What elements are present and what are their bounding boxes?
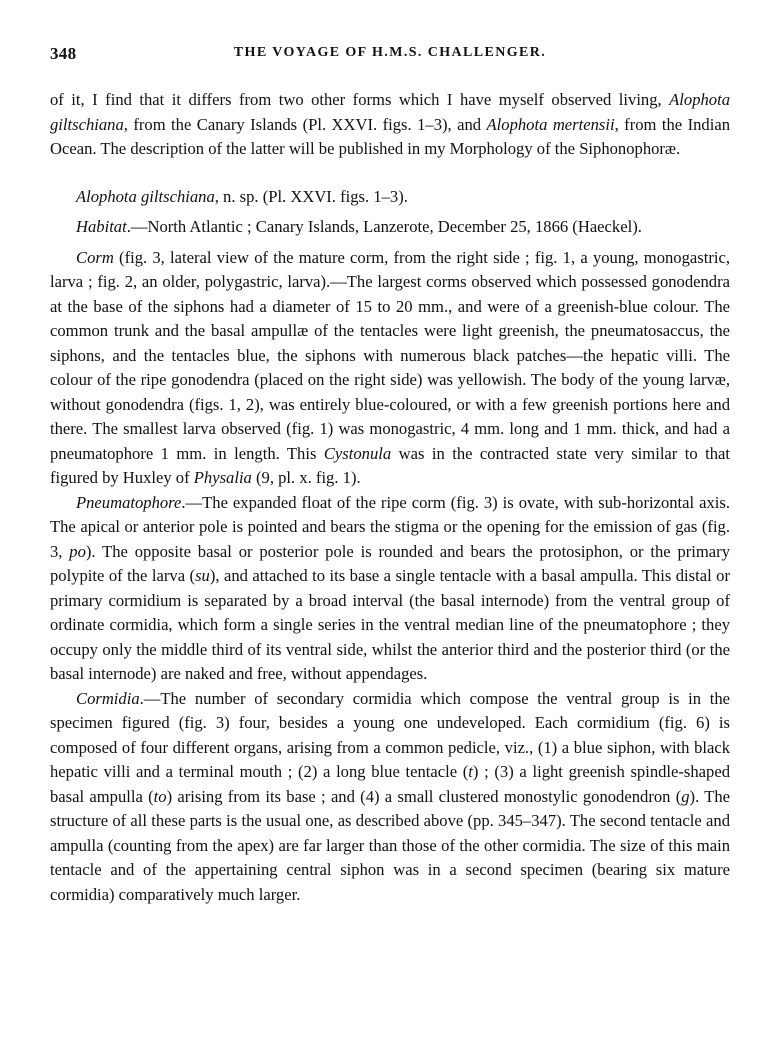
text-run: ). The structure of all these parts is the usual one, as described above (pp. 345–347). The second tentacle and ampulla (counting from the apex) are far larger than those of the other cormidia. The size of this main tentacle and of the appertaining central siphon was in a second specimen (bearing six mature cormidia) comparatively much larger. [50, 786, 730, 904]
text-run: .—The number of secondary cormidia which compose the ventral group is in the specimen figured (fig. 3) four, besides a young one undeveloped. Each cormidium (fig. 6) is composed of four different organs, arising from a common pedicle, viz., (1) a blue siphon, with black hepatic villi and a terminal mouth ; (2) a long blue tentacle ( [50, 688, 730, 781]
text-run: , from the Indian Ocean. The description of the latter will be published in my Morphology of the Siphonophoræ. [50, 114, 730, 158]
page-number: 348 [50, 44, 77, 63]
text-run: , from the Canary Islands (Pl. XXVI. figs. 1–3), and [123, 114, 487, 134]
figure-label: su [195, 566, 210, 585]
species-name: Alophota giltschiana [50, 90, 730, 134]
section-label: Corm [76, 247, 114, 267]
section-label: Habitat [76, 217, 127, 236]
figure-label: g [681, 786, 690, 806]
text-run: ) ; (3) a light greenish spindle-shaped basal ampulla ( [50, 762, 731, 806]
text-run: .—North Atlantic ; Canary Islands, Lanzerote, December 25, 1866 (Haeckel). [126, 217, 642, 236]
paragraph-cormidia [50, 687, 730, 908]
text-run: of it, I find that it differs from two other forms which I have myself observed living, [50, 90, 670, 109]
running-title: THE VOYAGE OF H.M.S. CHALLENGER. [233, 45, 547, 60]
species-heading [50, 185, 730, 210]
paragraph-continuation [50, 88, 730, 162]
species-name: Alophota mertensii [486, 114, 615, 134]
text-run: ), and attached to its base a single tentacle with a basal ampulla. This distal or primary cormidium is separated by a broad interval (the basal internode) from the ventral group of ordinate cormidia, which form a single series in the ventral median line of the pneumatophore ; they occupy only the middle third of its ventral side, whilst the anterior third and the posterior third (or the basal internode) are naked and free, without appendages. [50, 566, 730, 683]
text-run: was in the contracted state very similar to that figured by Huxley of [50, 443, 730, 487]
text-run: , n. sp. (Pl. XXVI. figs. 1–3). [214, 186, 408, 206]
figure-label: t [468, 762, 473, 781]
page-header [50, 44, 730, 70]
text-run: .—The expanded float of the ripe corm (fig. 3) is ovate, with sub-horizontal axis. The apical or anterior pole is pointed and bears the stigma or the opening for the emission of gas (fig. 3, [50, 492, 730, 561]
paragraph-habitat [50, 215, 730, 240]
genus-name: Physalia [193, 468, 252, 487]
species-name: Alophota giltschiana [76, 186, 215, 206]
figure-label: to [153, 786, 167, 806]
page-body [50, 88, 730, 907]
section-label: Pneumatophore [76, 492, 182, 512]
section-label: Cormidia [76, 688, 140, 708]
paragraph-corm [50, 246, 730, 491]
text-run: ) arising from its base ; and (4) a small clustered monostylic gonodendron ( [166, 786, 682, 806]
figure-label: po [69, 541, 86, 561]
text-run: (fig. 3, lateral view of the mature corm, from the right side ; fig. 1, a young, monogastric, larva ; fig. 2, an older, polygastric, larva).—The largest corms observed which possessed gonodendra at the base of the siphons had a diameter of 15 to 20 mm., and were of a greenish-blue colour. The common trunk and the basal ampullæ of the tentacles were light greenish, the pneumatosaccus, the siphons, and the tentacles blue, the siphons with numerous black patches—the hepatic villi. The colour of the ripe gonodendra (placed on the right side) was yellowish. The body of the young larvæ, without gonodendra (figs. 1, 2), was entirely blue-coloured, or with a few greenish portions here and there. The smallest larva observed (fig. 1) was monogastric, 4 mm. long and 1 mm. thick, and had a pneumatophore 1 mm. in length. This [50, 247, 730, 463]
text-run: (9, pl. x. fig. 1). [251, 468, 361, 487]
text-run: ). The opposite basal or posterior pole is rounded and bears the protosiphon, or the primary polypite of the larva ( [50, 541, 730, 585]
genus-name: Cystonula [323, 443, 392, 463]
paragraph-pneumatophore [50, 491, 730, 687]
